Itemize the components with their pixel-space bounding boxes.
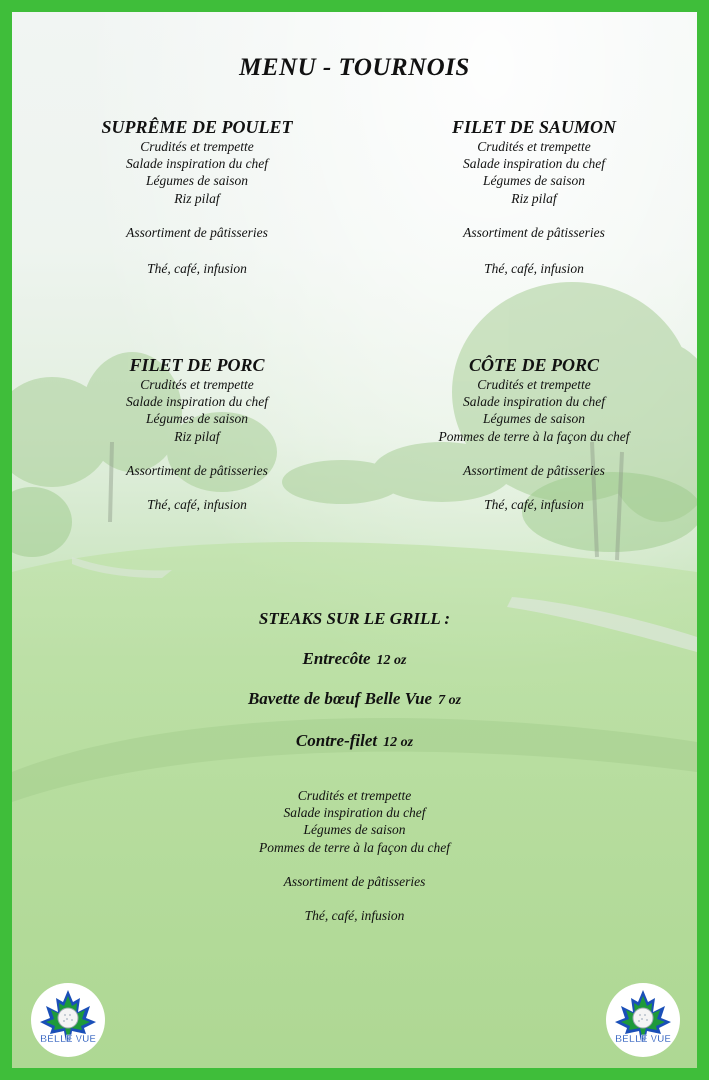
- side-item: Salade inspiration du chef: [462, 394, 606, 410]
- drinks-item: Thé, café, infusion: [147, 261, 247, 277]
- side-item: Riz pilaf: [174, 190, 220, 206]
- logo-text: BELLE VUE: [614, 1034, 672, 1045]
- steak-item: [12, 731, 697, 751]
- menu-title: MENU - TOURNOIS: [239, 54, 470, 81]
- steak-item: [12, 649, 697, 669]
- dessert-item: Assortiment de pâtisseries: [126, 224, 268, 240]
- steak-name: Bavette de bœuf Belle Vue: [247, 689, 433, 708]
- side-item: Riz pilaf: [174, 428, 220, 444]
- side-item: Légumes de saison: [483, 173, 585, 189]
- menu-option-chicken: [37, 116, 357, 277]
- menu-card: [12, 12, 697, 1068]
- side-item: Légumes de saison: [146, 173, 248, 189]
- menu-option-heading: SUPRÊME DE POULET: [101, 117, 293, 137]
- menu-option-salmon: [374, 116, 694, 277]
- side-item: Salade inspiration du chef: [283, 805, 426, 821]
- menu-option-heading: FILET DE PORC: [129, 355, 265, 375]
- side-item: Légumes de saison: [146, 411, 248, 427]
- drinks-item: Thé, café, infusion: [147, 497, 247, 513]
- side-item: Crudités et trempette: [477, 377, 591, 392]
- side-item: Crudités et trempette: [297, 788, 412, 803]
- side-item: Riz pilaf: [511, 190, 557, 206]
- steak-size: 12 oz: [383, 735, 414, 750]
- menu-option-pork-chop: [374, 354, 694, 513]
- dessert-item: Assortiment de pâtisseries: [463, 224, 605, 240]
- dessert-item: Assortiment de pâtisseries: [126, 462, 268, 478]
- side-item: Légumes de saison: [303, 822, 406, 838]
- menu-option-heading: FILET DE SAUMON: [451, 117, 617, 137]
- steak-name: Entrecôte: [302, 649, 371, 668]
- dessert-item: Assortiment de pâtisseries: [463, 462, 605, 478]
- side-item: Crudités et trempette: [477, 139, 591, 154]
- steaks-sides: [12, 787, 697, 924]
- menu-option-pork-filet: [37, 354, 357, 513]
- drinks-item: Thé, café, infusion: [304, 908, 405, 924]
- side-item: Crudités et trempette: [140, 377, 254, 392]
- steak-name: Contre-filet: [295, 731, 378, 750]
- belle-vue-logo-left: [30, 982, 106, 1058]
- dessert-item: Assortiment de pâtisseries: [283, 873, 426, 889]
- side-item: Pommes de terre à la façon du chef: [258, 839, 451, 855]
- steaks-heading: STEAKS SUR LE GRILL :: [258, 609, 451, 628]
- side-item: Salade inspiration du chef: [462, 156, 606, 172]
- menu-content: [12, 12, 697, 1068]
- side-item: Légumes de saison: [483, 411, 585, 427]
- side-item: Crudités et trempette: [140, 139, 254, 154]
- side-item: Pommes de terre à la façon du chef: [438, 428, 630, 444]
- drinks-item: Thé, café, infusion: [484, 497, 584, 513]
- side-item: Salade inspiration du chef: [125, 156, 269, 172]
- belle-vue-logo-right: [605, 982, 681, 1058]
- logo-text: BELLE VUE: [39, 1034, 97, 1045]
- steak-size: 7 oz: [438, 693, 462, 708]
- side-item: Salade inspiration du chef: [125, 394, 269, 410]
- menu-option-heading: CÔTE DE PORC: [468, 355, 600, 375]
- steak-item: [12, 689, 697, 709]
- drinks-item: Thé, café, infusion: [484, 261, 584, 277]
- steak-size: 12 oz: [376, 653, 407, 668]
